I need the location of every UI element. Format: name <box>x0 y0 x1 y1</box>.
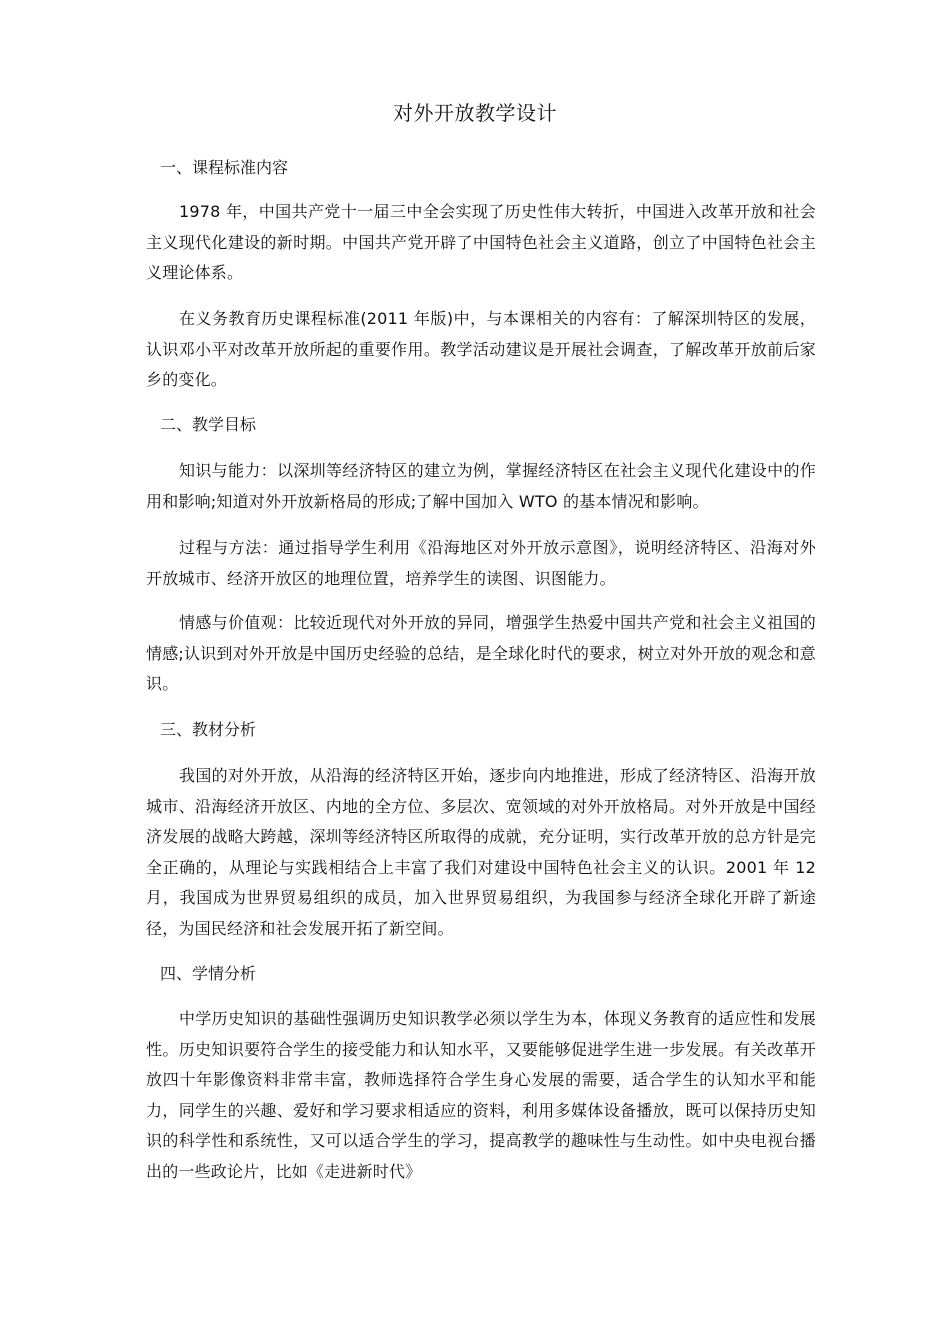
section-heading-student-analysis: 四、学情分析 <box>160 964 257 983</box>
section-heading-curriculum-standard: 一、课程标准内容 <box>160 158 289 177</box>
document-title: 对外开放教学设计 <box>393 101 557 125</box>
section-heading-teaching-goals: 二、教学目标 <box>160 415 257 434</box>
paragraph: 1978 年，中国共产党十一届三中全会实现了历史性伟大转折，中国进入改革开放和社会主义现代化建设的新时期。中国共产党开辟了中国特色社会主义道路，创立了中国特色社会主义理论体系。 <box>146 202 816 283</box>
paragraph: 情感与价值观：比较近现代对外开放的异同，增强学生热爱中国共产党和社会主义祖国的情感;认识到对外开放是中国历史经验的总结，是全球化时代的要求，树立对外开放的观念和意识。 <box>146 613 816 694</box>
paragraph: 中学历史知识的基础性强调历史知识教学必须以学生为本，体现义务教育的适应性和发展性。历史知识要符合学生的接受能力和认知水平，又要能够促进学生进一步发展。有关改革开放四十年影像资料非常丰富，教师选择符合学生身心发展的需要，适合学生的认知水平和能力，同学生的兴趣、爱好和学习要求相适应的资料，利用多媒体设备播放，既可以保持历史知识的科学性和系统性，又可以适合学生的学习，提高教学的趣味性与生动性。如中央电视台播出的一些政论片，比如《走进新时代》 <box>146 1009 816 1181</box>
paragraph: 在义务教育历史课程标准(2011 年版)中，与本课相关的内容有：了解深圳特区的发展，认识邓小平对改革开放所起的重要作用。教学活动建议是开展社会调查，了解改革开放前后家乡的变化。 <box>146 309 816 390</box>
section-heading-textbook-analysis: 三、教材分析 <box>160 720 257 739</box>
paragraph: 过程与方法：通过指导学生利用《沿海地区对外开放示意图》，说明经济特区、沿海对外开放城市、经济开放区的地理位置，培养学生的读图、识图能力。 <box>146 538 816 588</box>
paragraph: 知识与能力：以深圳等经济特区的建立为例，掌握经济特区在社会主义现代化建设中的作用和影响;知道对外开放新格局的形成;了解中国加入 WTO 的基本情况和影响。 <box>146 461 816 511</box>
paragraph: 我国的对外开放，从沿海的经济特区开始，逐步向内地推进，形成了经济特区、沿海开放城市、沿海经济开放区、内地的全方位、多层次、宽领域的对外开放格局。对外开放是中国经济发展的战略大跨越，深圳等经济特区所取得的成就，充分证明，实行改革开放的总方针是完全正确的，从理论与实践相结合上丰富了我们对建设中国特色社会主义的认识。2001 年 12 月，我国成为世界贸易组织的成员，加入世界贸易组织，为我国参与经济全球化开辟了新途径，为国民经济和社会发展开拓了新空间。 <box>146 766 816 938</box>
